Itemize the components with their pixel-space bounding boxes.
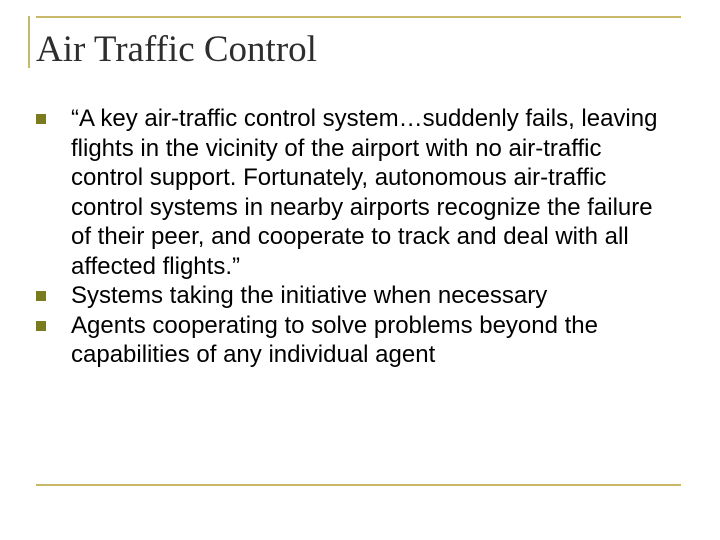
square-bullet-icon	[36, 291, 46, 301]
bullet-text: Agents cooperating to solve problems beyond the capabilities of any individual agent	[71, 311, 599, 368]
bullet-text: Systems taking the initiative when necessary	[71, 282, 548, 309]
bullet-item-cooperation	[36, 311, 676, 370]
top-rule	[36, 16, 681, 18]
slide-title: Air Traffic Control	[36, 29, 317, 70]
bullet-item-initiative	[36, 281, 676, 311]
left-rule	[28, 16, 30, 68]
square-bullet-icon	[36, 114, 46, 124]
bottom-rule	[36, 484, 681, 486]
square-bullet-icon	[36, 321, 46, 331]
bullet-list	[36, 104, 676, 370]
bullet-item-quote	[36, 104, 676, 281]
bullet-text: “A key air-traffic control system…suddenly fails, leaving flights in the vicinity of the airport with no air-traffic control support. Fortunately, autonomous air-traffic control systems in nearby airports recognize the failure of their peer, and cooperate to track and deal with all affected flights.”	[71, 105, 658, 280]
